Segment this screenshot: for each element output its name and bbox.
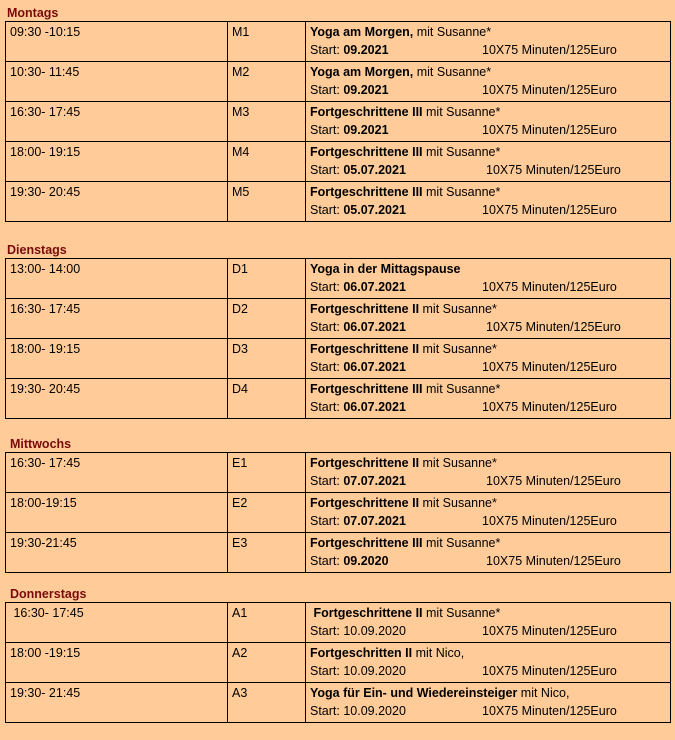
table-row bbox=[6, 533, 671, 573]
course-teacher: mit Susanne* bbox=[422, 105, 501, 119]
course-units: 10X75 Minuten/125Euro bbox=[482, 399, 617, 414]
time-cell: 09:30 -10:15 bbox=[6, 22, 228, 62]
course-code-cell: M2 bbox=[228, 62, 306, 102]
start-date: 09.2021 bbox=[343, 122, 389, 137]
course-code-cell: A3 bbox=[228, 683, 306, 723]
time-cell: 16:30- 17:45 bbox=[6, 603, 228, 643]
course-description-cell bbox=[306, 379, 671, 419]
course-description-cell bbox=[306, 339, 671, 379]
start-label: Start: bbox=[310, 82, 344, 97]
course-title: Fortgeschrittene III bbox=[310, 382, 423, 396]
start-label: Start: bbox=[310, 279, 344, 294]
section-heading-montags: Montags bbox=[7, 6, 59, 20]
table-row bbox=[6, 22, 671, 62]
course-code-cell: D4 bbox=[228, 379, 306, 419]
table-row bbox=[6, 339, 671, 379]
table-row bbox=[6, 259, 671, 299]
course-teacher: mit Susanne* bbox=[422, 606, 501, 620]
table-row bbox=[6, 182, 671, 222]
start-label: Start: bbox=[310, 319, 344, 334]
course-units: 10X75 Minuten/125Euro bbox=[482, 623, 617, 638]
course-units: 10X75 Minuten/125Euro bbox=[482, 359, 617, 374]
time-cell: 18:00- 19:15 bbox=[6, 142, 228, 182]
course-description-cell bbox=[306, 259, 671, 299]
table-row bbox=[6, 603, 671, 643]
course-code-cell: A1 bbox=[228, 603, 306, 643]
course-title: Fortgeschritten II bbox=[310, 646, 413, 660]
course-units: 10X75 Minuten/125Euro bbox=[482, 202, 617, 217]
time-cell: 19:30-21:45 bbox=[6, 533, 228, 573]
course-teacher: mit Susanne* bbox=[419, 496, 497, 510]
start-label: Start: bbox=[310, 162, 344, 177]
time-cell: 16:30- 17:45 bbox=[6, 299, 228, 339]
course-teacher: mit Susanne* bbox=[419, 456, 497, 470]
course-title: Yoga für Ein- und Wiedereinsteiger bbox=[310, 686, 518, 700]
course-description-cell bbox=[306, 182, 671, 222]
course-description-cell bbox=[306, 683, 671, 723]
course-title: Fortgeschrittene II bbox=[310, 456, 420, 470]
time-cell: 16:30- 17:45 bbox=[6, 102, 228, 142]
course-units: 10X75 Minuten/125Euro bbox=[486, 553, 621, 568]
course-teacher: mit Susanne* bbox=[413, 25, 492, 39]
section-heading-dienstags: Dienstags bbox=[7, 243, 67, 257]
time-cell: 19:30- 21:45 bbox=[6, 683, 228, 723]
start-date: 06.07.2021 bbox=[343, 359, 406, 374]
start-label: Start: bbox=[310, 399, 344, 414]
start-label: Start: bbox=[310, 202, 344, 217]
course-description-cell bbox=[306, 493, 671, 533]
course-title: Fortgeschrittene II bbox=[310, 342, 420, 356]
course-title: Fortgeschrittene III bbox=[310, 185, 423, 199]
course-title: Yoga am Morgen, bbox=[310, 25, 414, 39]
start-label: Start: bbox=[310, 359, 344, 374]
course-title: Fortgeschrittene III bbox=[310, 536, 423, 550]
course-teacher: mit Susanne* bbox=[419, 302, 497, 316]
schedule-table-dienstags bbox=[5, 258, 671, 419]
table-row bbox=[6, 102, 671, 142]
start-label: Start: 10.09.2020 bbox=[310, 663, 406, 678]
course-code-cell: M4 bbox=[228, 142, 306, 182]
course-units: 10X75 Minuten/125Euro bbox=[482, 663, 617, 678]
table-row bbox=[6, 379, 671, 419]
course-code-cell: E1 bbox=[228, 453, 306, 493]
course-code-cell: M5 bbox=[228, 182, 306, 222]
time-cell: 19:30- 20:45 bbox=[6, 182, 228, 222]
course-units: 10X75 Minuten/125Euro bbox=[486, 319, 621, 334]
start-label: Start: bbox=[310, 513, 344, 528]
course-units: 10X75 Minuten/125Euro bbox=[482, 42, 617, 57]
course-code-cell: M1 bbox=[228, 22, 306, 62]
start-date: 07.07.2021 bbox=[343, 513, 406, 528]
course-teacher: mit Nico, bbox=[517, 686, 570, 700]
start-date: 09.2021 bbox=[343, 42, 389, 57]
start-date: 06.07.2021 bbox=[343, 319, 406, 334]
course-title: Fortgeschrittene II bbox=[310, 302, 420, 316]
course-teacher: mit Susanne* bbox=[422, 185, 501, 199]
table-row bbox=[6, 453, 671, 493]
course-description-cell bbox=[306, 453, 671, 493]
course-title: Fortgeschrittene II bbox=[310, 606, 423, 620]
start-date: 06.07.2021 bbox=[343, 279, 406, 294]
course-teacher: mit Susanne* bbox=[422, 382, 501, 396]
course-code-cell: A2 bbox=[228, 643, 306, 683]
table-row bbox=[6, 299, 671, 339]
course-teacher: mit Susanne* bbox=[419, 342, 497, 356]
course-description-cell bbox=[306, 603, 671, 643]
schedule-table-mittwochs bbox=[5, 452, 671, 573]
course-title: Yoga in der Mittagspause bbox=[310, 262, 461, 276]
course-units: 10X75 Minuten/125Euro bbox=[482, 703, 617, 718]
course-description-cell bbox=[306, 102, 671, 142]
course-units: 10X75 Minuten/125Euro bbox=[482, 513, 617, 528]
course-description-cell bbox=[306, 62, 671, 102]
course-title: Yoga am Morgen, bbox=[310, 65, 414, 79]
schedule-table-donnerstags bbox=[5, 602, 671, 723]
start-label: Start: 10.09.2020 bbox=[310, 623, 406, 638]
time-cell: 18:00- 19:15 bbox=[6, 339, 228, 379]
start-label: Start: bbox=[310, 122, 344, 137]
time-cell: 18:00 -19:15 bbox=[6, 643, 228, 683]
time-cell: 13:00- 14:00 bbox=[6, 259, 228, 299]
course-title: Fortgeschrittene II bbox=[310, 496, 420, 510]
section-heading-mittwochs: Mittwochs bbox=[10, 437, 72, 451]
course-teacher: mit Susanne* bbox=[422, 536, 501, 550]
course-code-cell: D2 bbox=[228, 299, 306, 339]
course-units: 10X75 Minuten/125Euro bbox=[482, 122, 617, 137]
time-cell: 19:30- 20:45 bbox=[6, 379, 228, 419]
course-code-cell: E2 bbox=[228, 493, 306, 533]
course-description-cell bbox=[306, 643, 671, 683]
course-units: 10X75 Minuten/125Euro bbox=[482, 279, 617, 294]
course-title: Fortgeschrittene III bbox=[310, 105, 423, 119]
start-label: Start: bbox=[310, 473, 344, 488]
course-units: 10X75 Minuten/125Euro bbox=[486, 162, 621, 177]
course-code-cell: E3 bbox=[228, 533, 306, 573]
course-description-cell bbox=[306, 299, 671, 339]
table-row bbox=[6, 683, 671, 723]
course-code-cell: D1 bbox=[228, 259, 306, 299]
start-date: 05.07.2021 bbox=[343, 202, 406, 217]
course-code-cell: D3 bbox=[228, 339, 306, 379]
course-title: Fortgeschrittene III bbox=[310, 145, 423, 159]
start-date: 05.07.2021 bbox=[343, 162, 406, 177]
time-cell: 10:30- 11:45 bbox=[6, 62, 228, 102]
start-label: Start: bbox=[310, 42, 344, 57]
start-date: 06.07.2021 bbox=[343, 399, 406, 414]
table-row bbox=[6, 493, 671, 533]
start-date: 09.2020 bbox=[343, 553, 389, 568]
table-row bbox=[6, 142, 671, 182]
course-description-cell bbox=[306, 533, 671, 573]
start-date: 07.07.2021 bbox=[343, 473, 406, 488]
table-row bbox=[6, 643, 671, 683]
course-code-cell: M3 bbox=[228, 102, 306, 142]
course-description-cell bbox=[306, 22, 671, 62]
table-row bbox=[6, 62, 671, 102]
time-cell: 18:00-19:15 bbox=[6, 493, 228, 533]
course-teacher: mit Nico, bbox=[412, 646, 465, 660]
course-teacher: mit Susanne* bbox=[422, 145, 501, 159]
course-units: 10X75 Minuten/125Euro bbox=[482, 82, 617, 97]
start-date: 09.2021 bbox=[343, 82, 389, 97]
time-cell: 16:30- 17:45 bbox=[6, 453, 228, 493]
course-units: 10X75 Minuten/125Euro bbox=[486, 473, 621, 488]
start-label: Start: bbox=[310, 553, 344, 568]
schedule-table-montags bbox=[5, 21, 671, 222]
section-heading-donnerstags: Donnerstags bbox=[10, 587, 87, 601]
start-label: Start: 10.09.2020 bbox=[310, 703, 406, 718]
course-description-cell bbox=[306, 142, 671, 182]
course-teacher: mit Susanne* bbox=[413, 65, 492, 79]
